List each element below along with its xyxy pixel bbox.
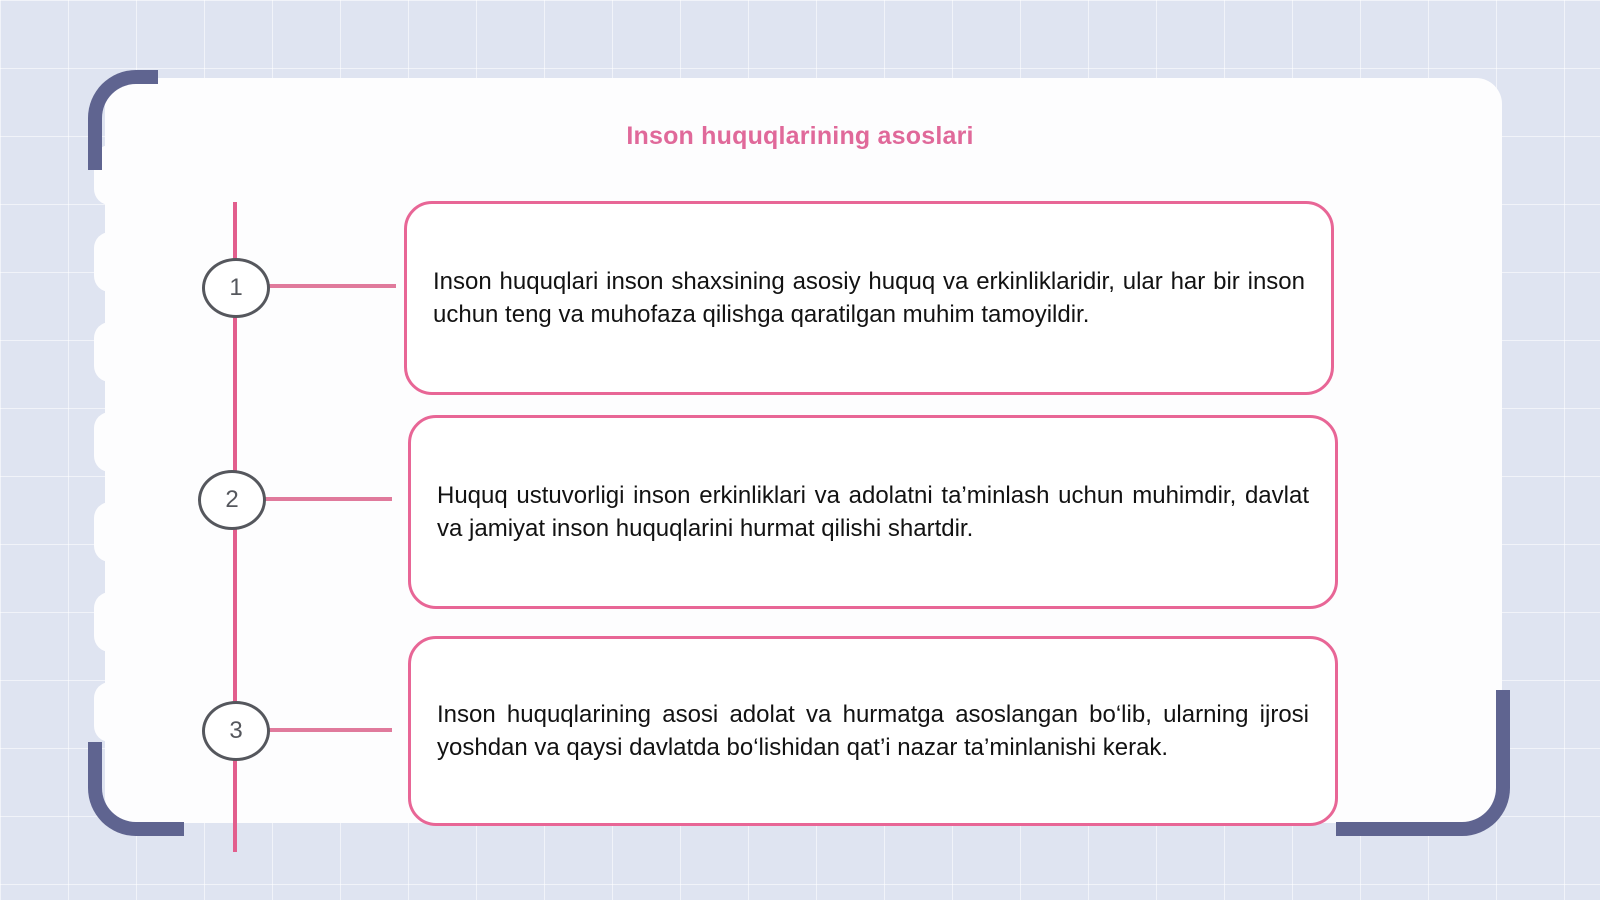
step-number-badge <box>198 470 266 530</box>
info-card-text: Inson huquqlarining asosi adolat va hurmatga asoslangan bo‘lib, ularning ijrosi yoshdan va qaysi davlatda bo‘lishidan qat’i nazar ta’minlanishi kerak. <box>437 701 1309 761</box>
step-number: 1 <box>229 274 243 301</box>
paper-scallop <box>94 232 126 292</box>
timeline-connector <box>262 497 392 501</box>
paper-scallop <box>94 592 126 652</box>
timeline-connector <box>266 284 396 288</box>
frame-corner-bottom-left <box>88 742 184 836</box>
info-card-text: Inson huquqlari inson shaxsining asosiy huquq va erkinliklaridir, ular har bir inson uchun teng va muhofaza qilishga qaratilgan muhim tamoyildir. <box>433 268 1305 328</box>
info-card-text: Huquq ustuvorligi inson erkinliklari va adolatni ta’minlash uchun muhimdir, davlat va jamiyat inson huquqlarini hurmat qilishi shartdir. <box>437 482 1309 542</box>
step-number: 2 <box>225 486 239 513</box>
paper-scallop <box>94 502 126 562</box>
slide-title: Inson huquqlarining asoslari <box>626 122 974 150</box>
step-number-badge <box>202 701 270 761</box>
frame-corner-top-left <box>88 70 158 170</box>
timeline-connector <box>266 728 392 732</box>
frame-corner-bottom-right <box>1336 690 1510 836</box>
info-card <box>408 636 1338 826</box>
paper-scallop <box>94 682 126 742</box>
step-number-badge <box>202 258 270 318</box>
paper-scallop <box>94 322 126 382</box>
info-card <box>408 415 1338 609</box>
paper-scallop <box>94 412 126 472</box>
step-number: 3 <box>229 717 243 744</box>
info-card <box>404 201 1334 395</box>
